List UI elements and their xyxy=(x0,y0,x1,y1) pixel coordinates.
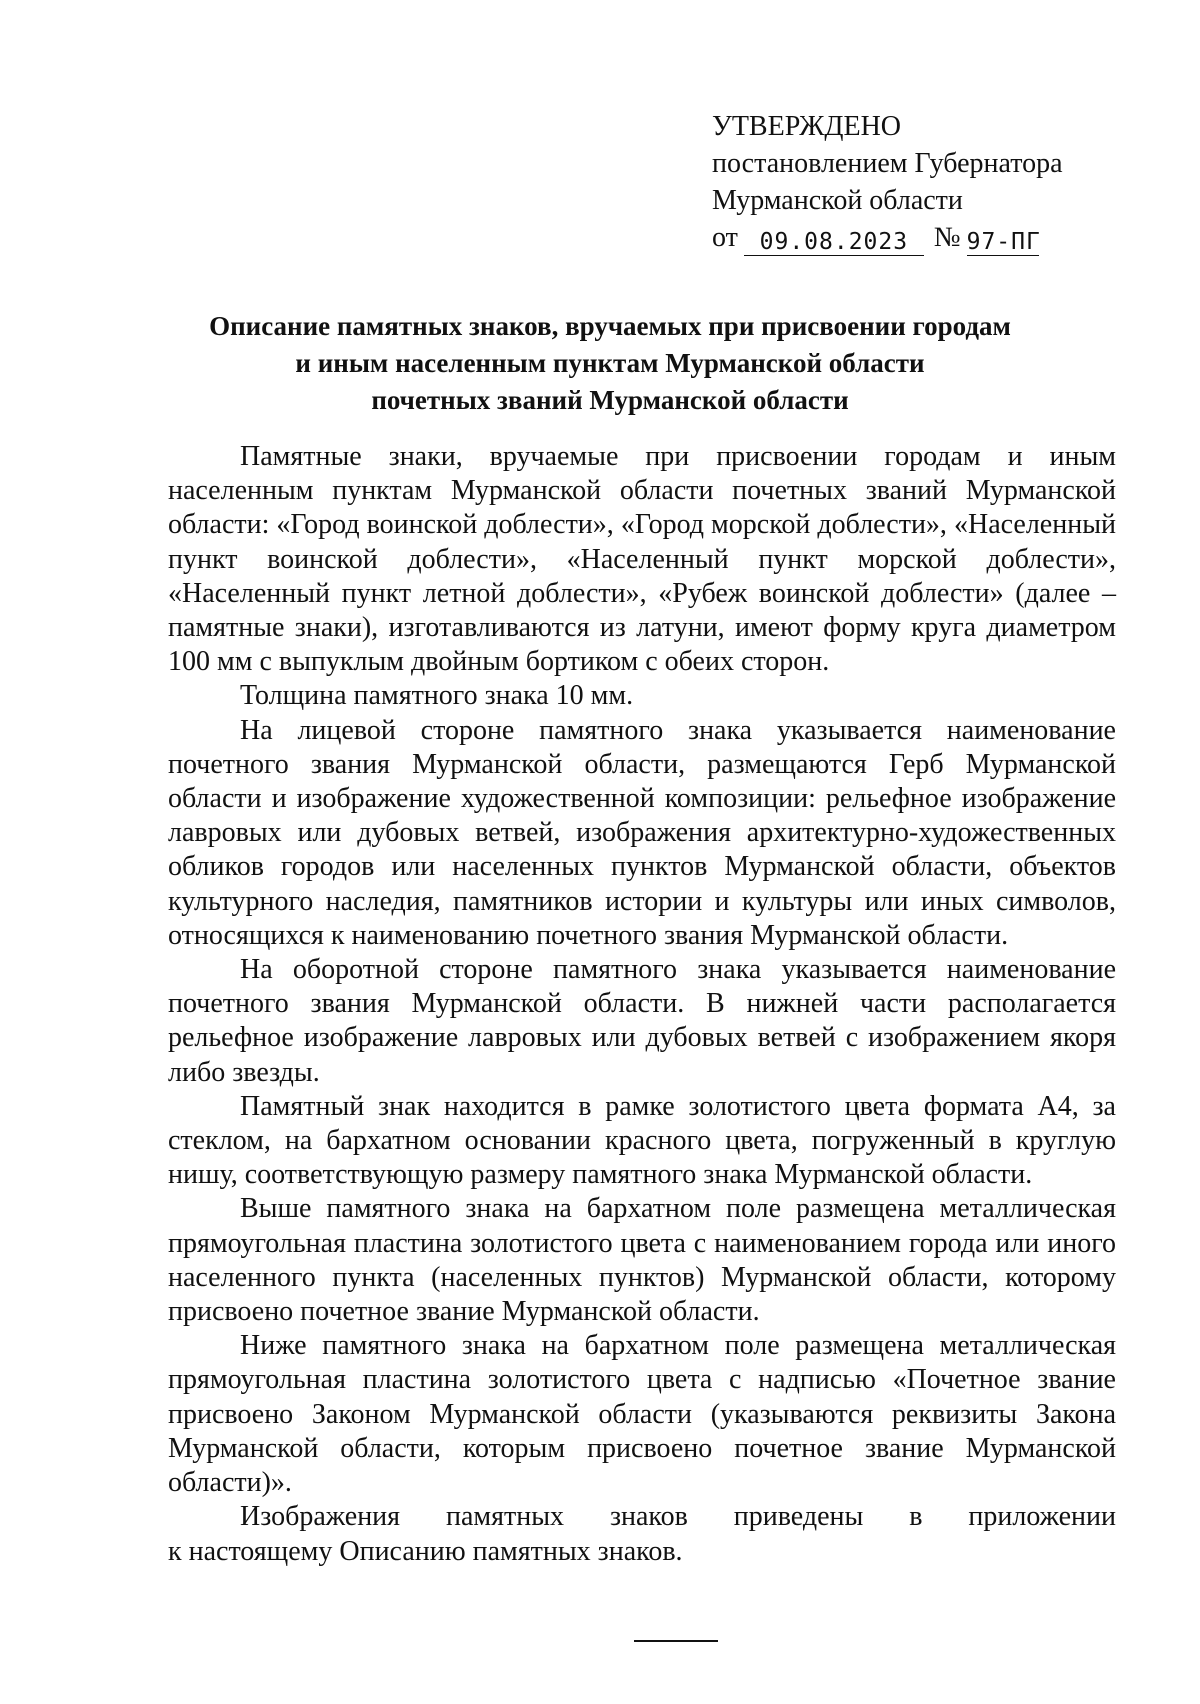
paragraph-thickness: Толщина памятного знака 10 мм. xyxy=(240,680,634,712)
title-line-3: почетных званий Мурманской области xyxy=(371,385,849,415)
title-line-2: и иным населенным пунктам Мурманской области xyxy=(295,348,925,378)
approval-stamp xyxy=(712,108,1132,256)
paragraph-appendix-end: к настоящему Описанию памятных знаков. xyxy=(168,1535,683,1567)
title-line-1: Описание памятных знаков, вручаемых при присвоении городам xyxy=(209,311,1011,341)
document-title xyxy=(140,308,1080,419)
approval-decree-line: постановлением Губернатора xyxy=(712,148,1063,179)
document-body xyxy=(168,440,1116,1569)
paragraph-materials: Памятные знаки, вручаемые при присвоении городам и иным населенным пунктам Мурманской области почетных званий Мурманской области: «Город воинской доблести», «Город морской доблести», «Населенный пункт воинской доблести», «Населенный пункт морской доблести», «Населенный пункт летной доблести», «Рубеж воинской доблести» (далее – памятные знаки), изготавливаются из латуни, имеют форму круга диаметром 100 мм с выпуклым двойным бортиком с обеих сторон. xyxy=(168,441,1116,678)
paragraph-lower-plate: Ниже памятного знака на бархатном поле размещена металлическая прямоугольная пластина золотистого цвета с надписью «Почетное звание присвоено Законом Мурманской области (указываются реквизиты Закона Мурманской области, которым присвоено почетное звание Мурманской области)». xyxy=(168,1330,1116,1499)
decree-number: 97-ПГ xyxy=(966,229,1041,255)
paragraph-appendix: Изображения памятных знаков приведены в приложении xyxy=(240,1501,1116,1533)
paragraph-front-side: На лицевой стороне памятного знака указывается наименование почетного звания Мурманской области, размещаются Герб Мурманской области и изображение художественной композиции: рельефное изображение лавровых или дубовых ветвей, изображения архитектурно-художественных обликов городов или населенных пунктов Мурманской области, объектов культурного наследия, памятников истории и культуры или иных символов, относящихся к наименованию почетного звания Мурманской области. xyxy=(168,714,1116,951)
paragraph-frame: Памятный знак находится в рамке золотистого цвета формата А4, за стеклом, на бархатном основании красного цвета, погруженный в круглую нишу, соответствующую размеру памятного знака Мурманской области. xyxy=(168,1090,1116,1191)
approval-region-line: Мурманской области xyxy=(712,185,963,216)
end-divider xyxy=(634,1640,718,1642)
decree-date: 09.08.2023 xyxy=(744,229,924,256)
number-sign: № xyxy=(933,222,961,253)
approval-heading: УТВЕРЖДЕНО xyxy=(712,111,902,142)
paragraph-upper-plate: Выше памятного знака на бархатном поле размещена металлическая прямоугольная пластина золотистого цвета с наименованием города или иного населенного пункта (населенных пунктов) Мурманской области, которому присвоено почетное звание Мурманской области. xyxy=(168,1193,1116,1328)
date-prefix: от xyxy=(712,222,738,253)
approval-date-line xyxy=(712,219,1132,256)
paragraph-reverse-side: На оборотной стороне памятного знака указывается наименование почетного звания Мурманской области. В нижней части располагается рельефное изображение лавровых или дубовых ветвей с изображением якоря либо звезды. xyxy=(168,954,1116,1088)
